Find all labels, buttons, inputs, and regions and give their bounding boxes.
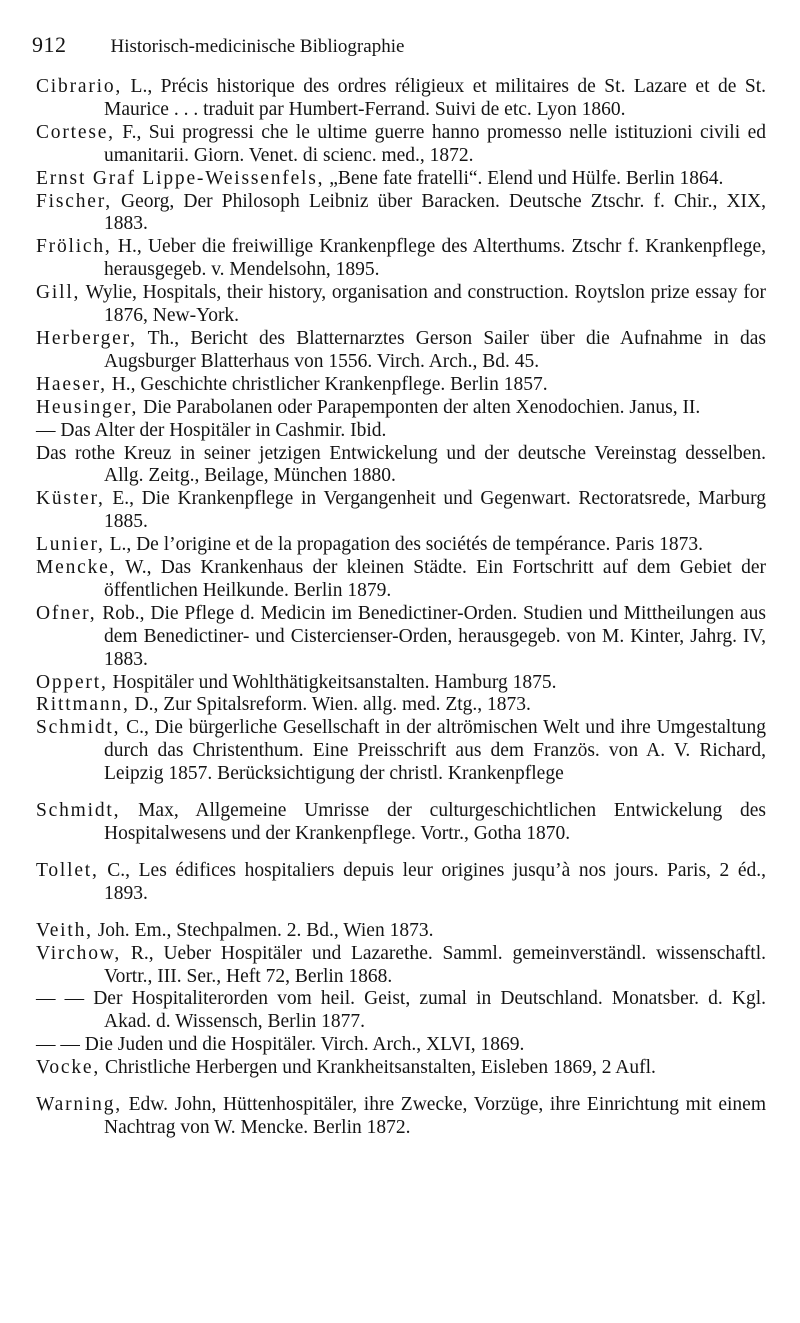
entry-author: Oppert, xyxy=(36,671,108,693)
entry-text: D., Zur Spitalsreform. Wien. allg. med. Ztg., 1873. xyxy=(129,694,531,716)
bibliography-entry xyxy=(36,420,766,443)
bibliography-entry xyxy=(36,488,766,534)
entry-text: Th., Bericht des Blatternarztes Gerson Sailer über die Aufnahme in das Augsburger Blatterhaus von 1556. Virch. Arch., Bd. 45. xyxy=(104,327,766,372)
bibliography-entry xyxy=(36,1094,766,1140)
bibliography-entry xyxy=(36,191,766,237)
bibliography-entry xyxy=(36,397,766,420)
entry-author: Schmidt, xyxy=(36,717,121,739)
bibliography-entry xyxy=(36,282,766,328)
bibliography-entry xyxy=(36,1057,766,1080)
entry-text: H., Ueber die freiwillige Krankenpflege des Alterthums. Ztschr f. Krankenpflege, herausgegeb. v. Mendelsohn, 1895. xyxy=(104,236,766,281)
entry-author: Küster, xyxy=(36,488,105,510)
running-title: Historisch-medicinische Bibliographie xyxy=(110,36,405,57)
bibliography-entry xyxy=(36,328,766,374)
entry-author: Cibrario, xyxy=(36,76,123,97)
entry-text: — Das Alter der Hospitäler in Cashmir. Ibid. xyxy=(36,419,387,441)
entry-author: Fischer, xyxy=(36,190,112,212)
bibliography-entry xyxy=(36,76,766,122)
entry-author: Warning, xyxy=(36,1094,122,1116)
entry-text: Christliche Herbergen und Krankheitsanstalten, Eisleben 1869, 2 Aufl. xyxy=(100,1057,656,1079)
entry-author: Tollet, xyxy=(36,859,99,881)
entry-author: Haeser, xyxy=(36,373,107,395)
entry-text: L., Précis historique des ordres réligieux et militaires de St. Lazare et de St. Maurice . . . traduit par Humbert-Ferrand. Suivi de etc. Lyon 1860. xyxy=(104,76,766,120)
entry-author: Virchow, xyxy=(36,942,122,964)
bibliography-entry xyxy=(36,943,766,989)
entry-text: Hospitäler und Wohlthätigkeitsanstalten. Hamburg 1875. xyxy=(107,671,557,693)
bibliography-entry xyxy=(36,800,766,846)
page-number: 912 xyxy=(32,32,67,57)
bibliography-entry xyxy=(36,236,766,282)
bibliography-entry xyxy=(36,374,766,397)
bibliography-entry xyxy=(36,603,766,672)
entry-author: Ernst Graf Lippe-Weissenfels, xyxy=(36,167,325,189)
bibliography-entry xyxy=(36,534,766,557)
page-header xyxy=(32,32,768,58)
entry-author: Schmidt, xyxy=(36,800,121,822)
bibliography-entry xyxy=(36,672,766,695)
bibliography-entry xyxy=(36,988,766,1034)
bibliography-entry xyxy=(36,717,766,786)
entry-text: R., Ueber Hospitäler und Lazarethe. Samml. gemeinverständl. wissenschaftl. Vortr., III. Ser., Heft 72, Berlin 1868. xyxy=(104,942,766,987)
entry-text: Max, Allgemeine Umrisse der culturgeschichtlichen Entwickelung des Hospitalwesens und der Krankenpflege. Vortr., Gotha 1870. xyxy=(104,800,766,844)
bibliography-entry xyxy=(36,694,766,717)
entry-author: Mencke, xyxy=(36,557,117,579)
entry-author: Vocke, xyxy=(36,1057,101,1079)
entry-author: Ofner, xyxy=(36,602,97,624)
entry-text: C., Die bürgerliche Gesellschaft in der altrömischen Welt und ihre Umgestaltung durch das Christenthum. Eine Preisschrift aus dem Französ. von A. V. Richard, Leipzig 1857. Berücksichtigung der christl. Krankenpflege xyxy=(104,717,766,785)
entry-author: Veith, xyxy=(36,919,93,941)
entry-text: F., Sui progressi che le ultime guerre hanno promesso nelle istituzioni civili ed umanitarii. Giorn. Venet. di scienc. med., 1872. xyxy=(104,121,766,166)
entry-text: L., De l’origine et de la propagation des sociétés de tempérance. Paris 1873. xyxy=(104,534,704,556)
bibliography-entry xyxy=(36,168,766,191)
bibliography-entry xyxy=(36,1034,766,1057)
bibliography-entry xyxy=(36,443,766,489)
entry-text: H., Geschichte christlicher Krankenpflege. Berlin 1857. xyxy=(106,373,548,395)
bibliography-entry xyxy=(36,920,766,943)
entry-author: Lunier, xyxy=(36,534,105,556)
entry-author: Herberger, xyxy=(36,327,137,349)
entry-text: — — Der Hospitaliterorden vom heil. Geist, zumal in Deutschland. Monatsber. d. Kgl. Akad. d. Wissensch, Berlin 1877. xyxy=(36,988,766,1033)
entry-text: Wylie, Hospitals, their history, organisation and construction. Roytslon prize essay for 1876, New-York. xyxy=(80,282,766,327)
entry-text: Georg, Der Philosoph Leibniz über Baracken. Deutsche Ztschr. f. Chir., XIX, 1883. xyxy=(104,190,766,235)
bibliography-list xyxy=(36,76,766,1140)
entry-text: Edw. John, Hüttenhospitäler, ihre Zwecke, Vorzüge, ihre Einrichtung mit einem Nachtrag von W. Mencke. Berlin 1872. xyxy=(104,1094,766,1138)
bibliography-entry xyxy=(36,122,766,168)
bibliography-entry xyxy=(36,860,766,906)
entry-text: W., Das Krankenhaus der kleinen Städte. Ein Fortschritt auf dem Gebiet der öffentlichen Heilkunde. Berlin 1879. xyxy=(104,557,766,601)
entry-author: Heusinger, xyxy=(36,396,139,418)
entry-text: Die Parabolanen oder Parapemponten der alten Xenodochien. Janus, II. xyxy=(138,396,701,418)
entry-text: C., Les édifices hospitaliers depuis leur origines jusqu’à nos jours. Paris, 2 éd., 1893. xyxy=(98,859,766,904)
entry-author: Gill, xyxy=(36,282,81,304)
bibliography-entry xyxy=(36,557,766,603)
entry-author: Cortese, xyxy=(36,121,115,143)
entry-text: Joh. Em., Stechpalmen. 2. Bd., Wien 1873. xyxy=(92,919,434,941)
entry-text: — — Die Juden und die Hospitäler. Virch. Arch., XLVI, 1869. xyxy=(36,1034,525,1056)
entry-text: „Bene fate fratelli“. Elend und Hülfe. Berlin 1864. xyxy=(324,167,724,189)
entry-author: Rittmann, xyxy=(36,694,130,716)
entry-text: Rob., Die Pflege d. Medicin im Benedictiner-Orden. Studien und Mittheilungen aus dem Benedictiner- und Cistercienser-Orden, herausgegeb. von M. Kinter, Jahrg. IV, 1883. xyxy=(96,602,766,670)
entry-text: E., Die Krankenpflege in Vergangenheit und Gegenwart. Rectoratsrede, Marburg 1885. xyxy=(104,488,766,533)
entry-text: Das rothe Kreuz in seiner jetzigen Entwickelung und der deutsche Vereinstag desselben. Allg. Zeitg., Beilage, München 1880. xyxy=(36,442,766,487)
entry-author: Frölich, xyxy=(36,236,112,258)
